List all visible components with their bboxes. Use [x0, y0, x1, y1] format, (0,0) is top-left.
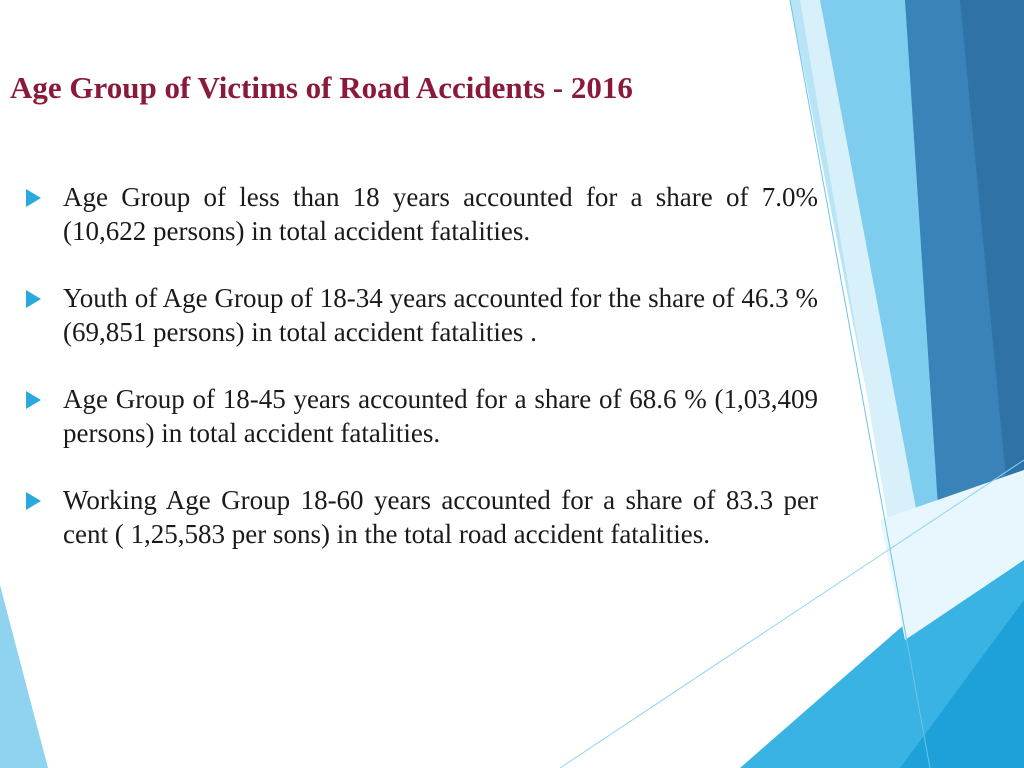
- bullet-text: Working Age Group 18-60 years accounted for a share of 83.3 per cent ( 1,25,583 per sons) in the total road accident fatalities.: [63, 485, 818, 549]
- bullet-text: Age Group of 18-45 years accounted for a share of 68.6 % (1,03,409 persons) in total accident fatalities.: [63, 384, 818, 448]
- bullet-item: [22, 180, 818, 248]
- bullet-item: [22, 483, 818, 551]
- triangle-bullet-icon: [26, 189, 41, 207]
- left-sliver-shape: [0, 585, 48, 768]
- bullet-text: Age Group of less than 18 years accounted for a share of 7.0% (10,622 persons) in total accident fatalities.: [63, 182, 818, 246]
- triangle-bullet-icon: [26, 290, 41, 308]
- slide-title: Age Group of Victims of Road Accidents - 2016: [10, 70, 633, 105]
- triangle-bullet-icon: [26, 391, 41, 409]
- bullet-item: [22, 281, 818, 349]
- bullet-list: [22, 180, 818, 584]
- bullet-text: Youth of Age Group of 18-34 years accounted for the share of 46.3 % (69,851 persons) in total accident fatalities .: [63, 283, 818, 347]
- bullet-item: [22, 382, 818, 450]
- triangle-bullet-icon: [26, 492, 41, 510]
